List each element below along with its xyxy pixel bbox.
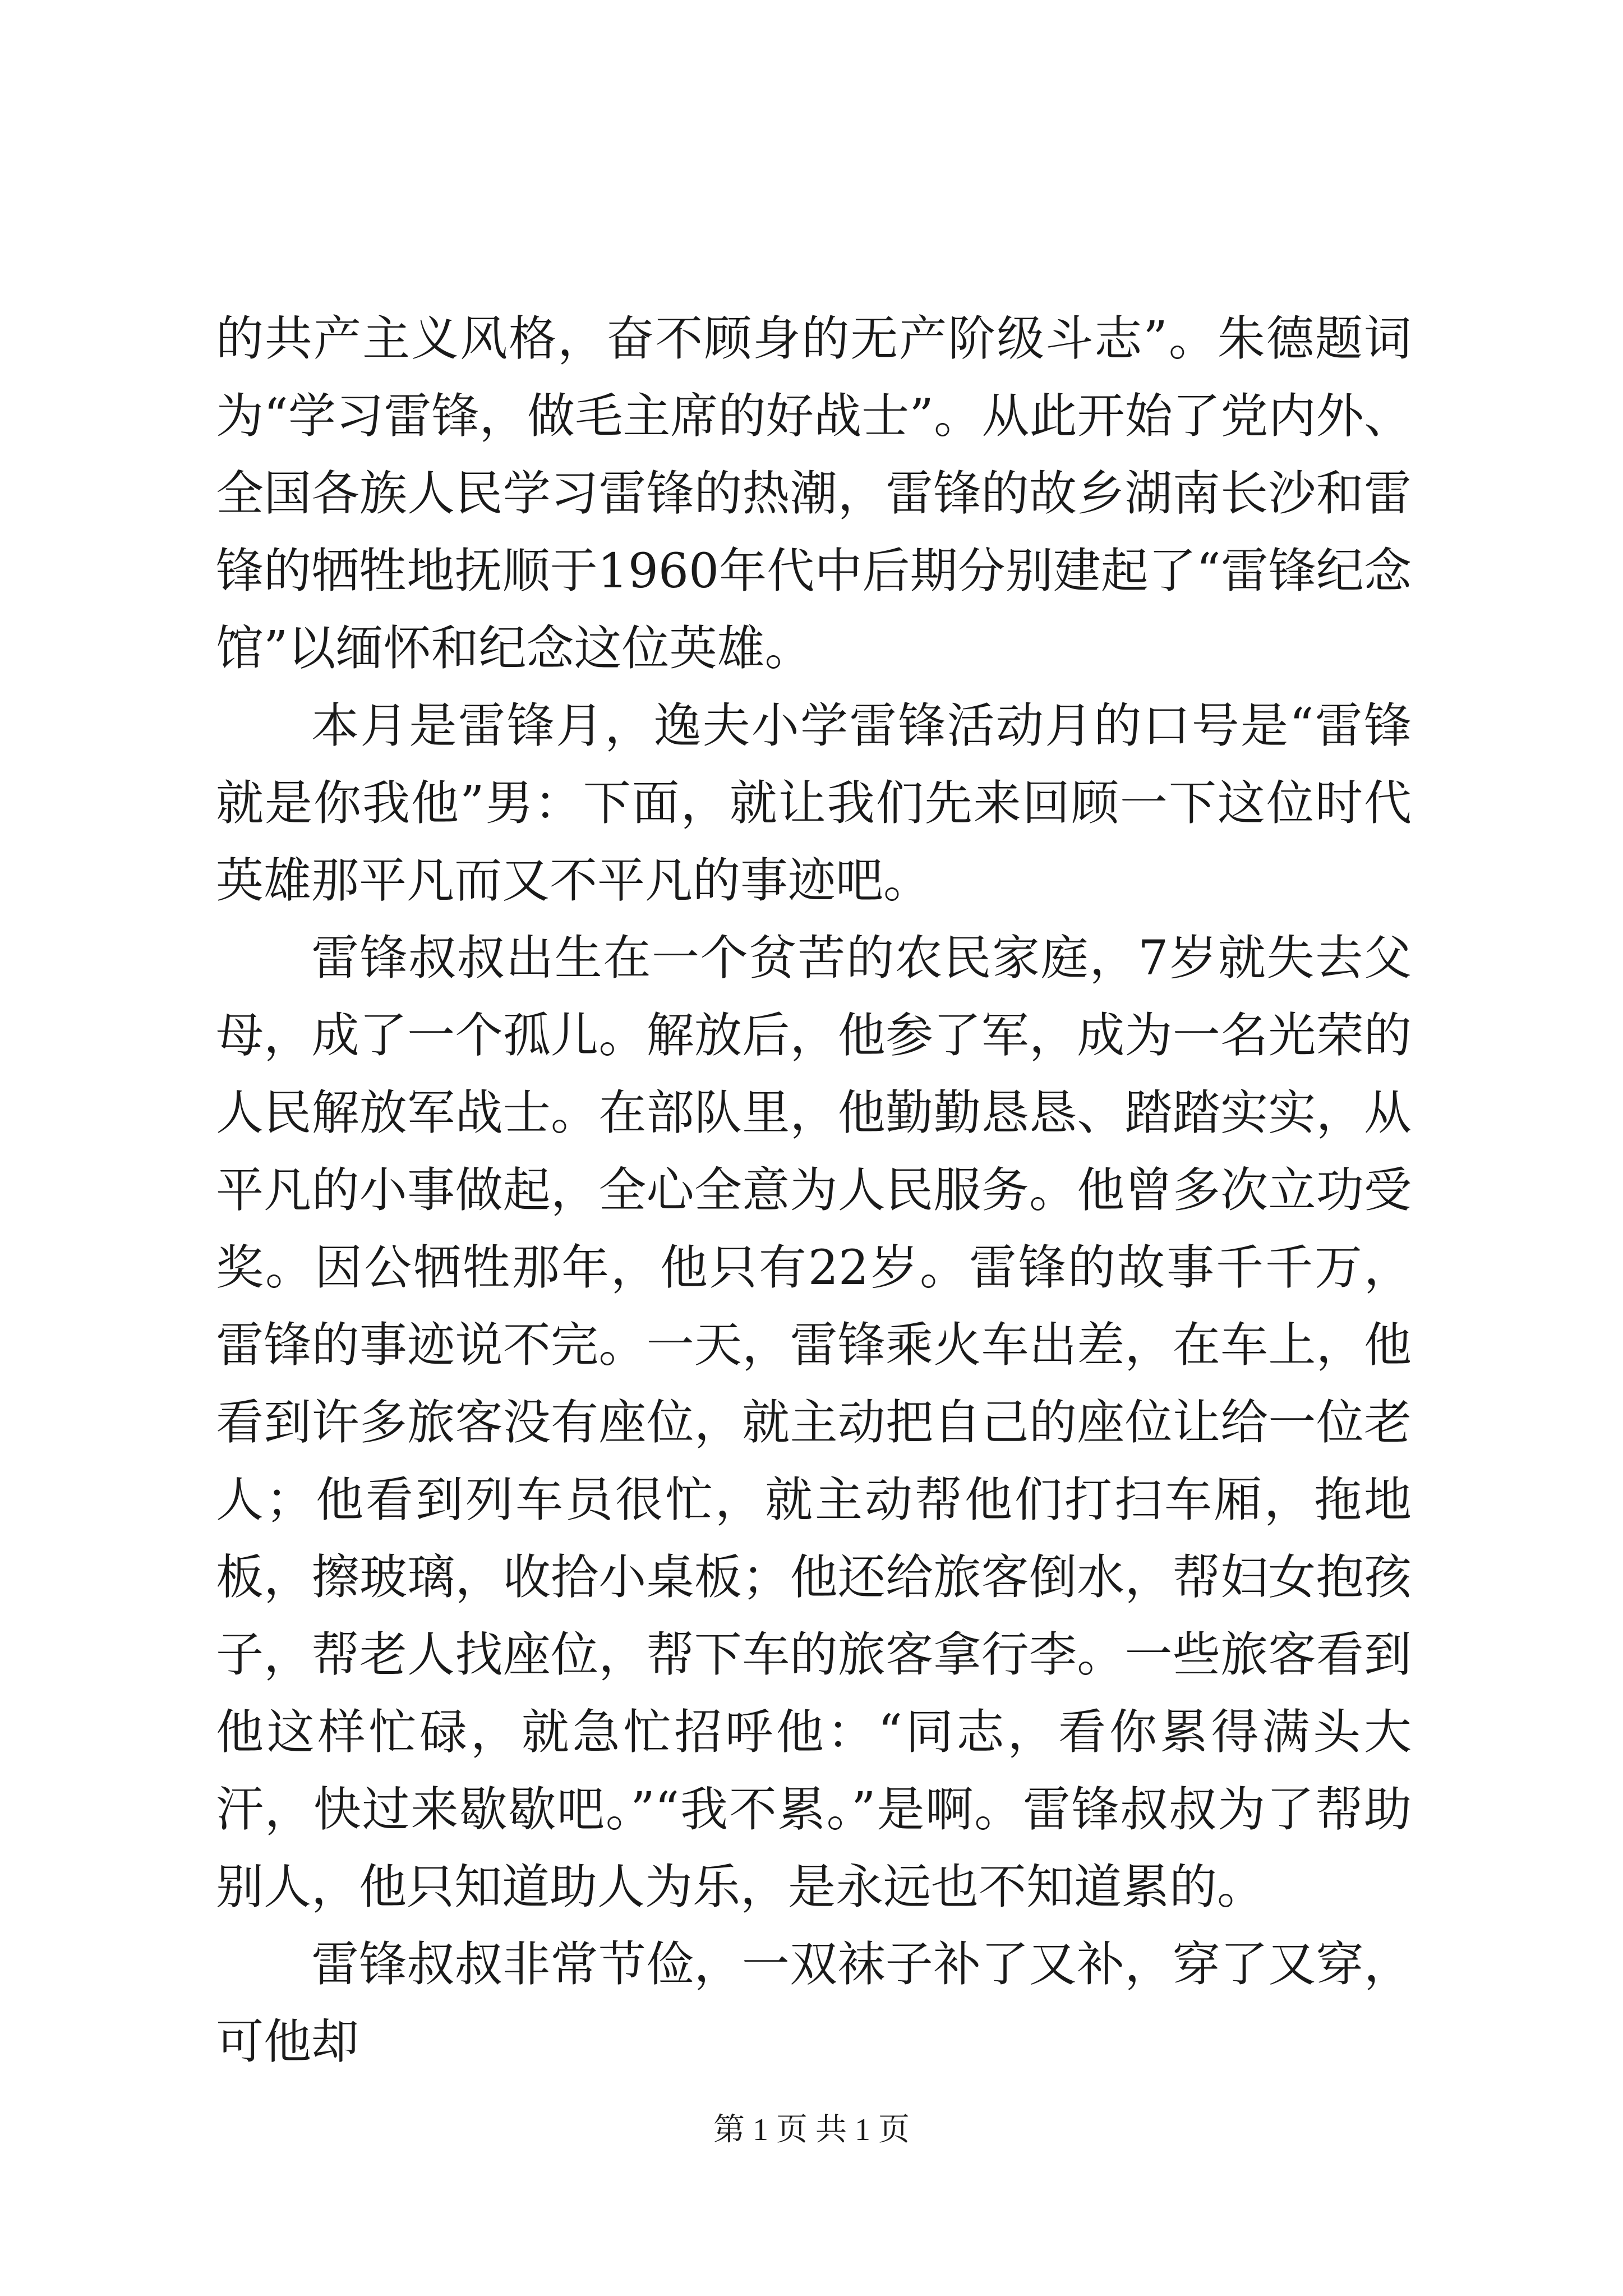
document-body	[216, 301, 1412, 2081]
paragraph-2: 本月是雷锋月，逸夫小学雷锋活动月的口号是“雷锋就是你我他”男：下面，就让我们先来回顾一下这位时代英雄那平凡而又不平凡的事迹吧。	[216, 698, 1412, 909]
page-footer: 第 1 页 共 1 页	[713, 2113, 910, 2147]
paragraph-3: 雷锋叔叔出生在一个贫苦的农民家庭，7岁就失去父母，成了一个孤儿。解放后，他参了军，成为一名光荣的人民解放军战士。在部队里，他勤勤恳恳、踏踏实实，从平凡的小事做起，全心全意为人民服务。他曾多次立功受奖。因公牺牲那年，他只有22岁。雷锋的故事千千万，雷锋的事迹说不完。一天，雷锋乘火车出差，在车上，他看到许多旅客没有座位，就主动把自己的座位让给一位老人；他看到列车员很忙，就主动帮他们打扫车厢，拖地板，擦玻璃，收拾小桌板；他还给旅客倒水，帮妇女抱孩子，帮老人找座位，帮下车的旅客拿行李。一些旅客看到他这样忙碌，就急忙招呼他：“同志，看你累得满头大汗，快过来歇歇吧。”“我不累。”是啊。雷锋叔叔为了帮助别人，他只知道助人为乐，是永远也不知道累的。	[216, 931, 1412, 1915]
paragraph-4: 雷锋叔叔非常节俭，一双袜子补了又补，穿了又穿，可他却	[216, 1937, 1412, 2070]
paragraph-1: 的共产主义风格，奋不顾身的无产阶级斗志”。朱德题词为“学习雷锋，做毛主席的好战士”。从此开始了党内外、全国各族人民学习雷锋的热潮，雷锋的故乡湖南长沙和雷锋的牺牲地抚顺于1960年代中后期分别建起了“雷锋纪念馆”以缅怀和纪念这位英雄。	[216, 311, 1412, 677]
